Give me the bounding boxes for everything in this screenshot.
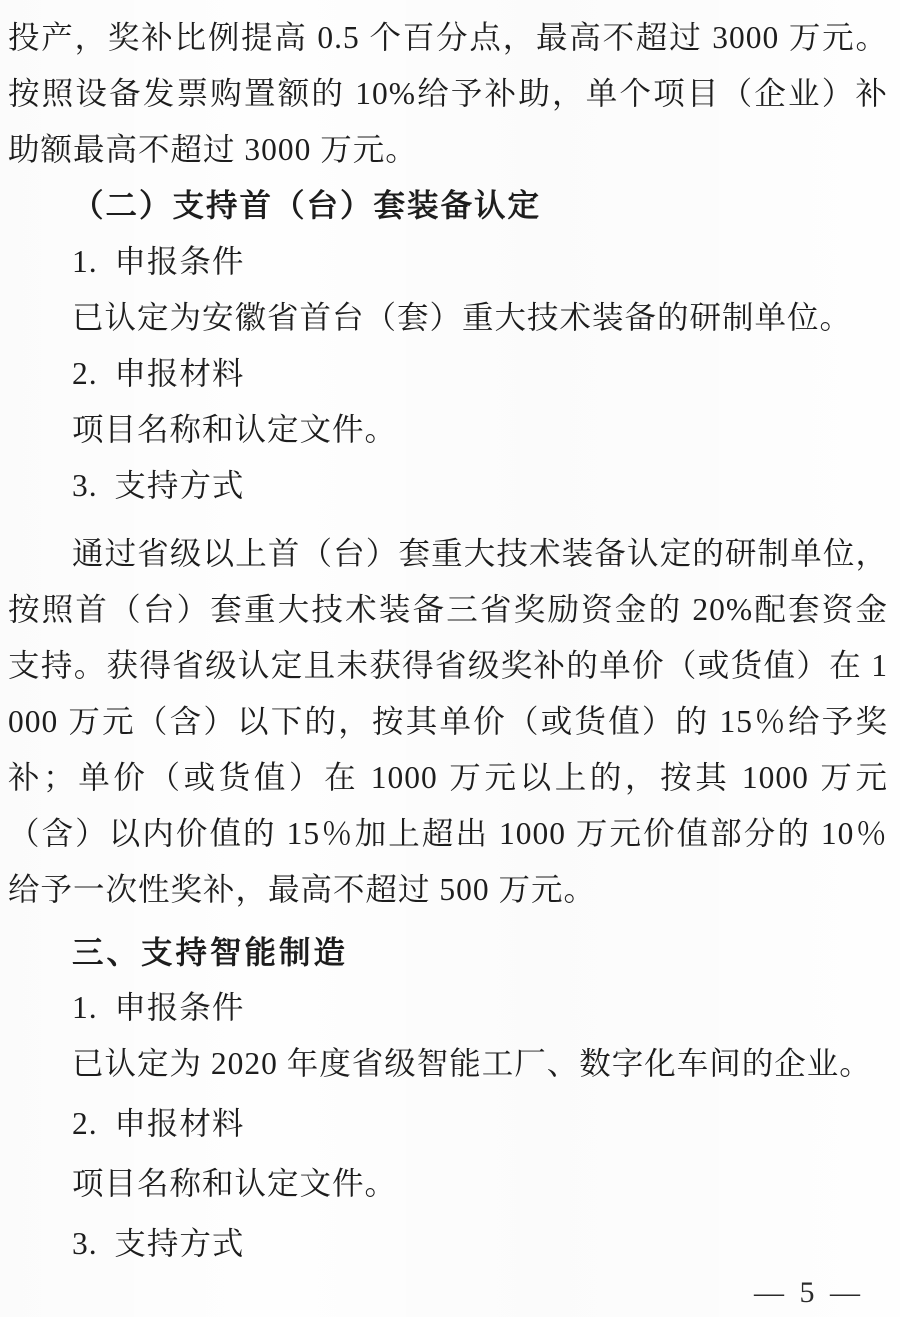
item-2-application-materials-smart: 2. 申报材料 (72, 1106, 245, 1141)
paragraph-subsidy-continued: 投产，奖补比例提高 0.5 个百分点，最高不超过 3000 万元。按照设备发票购置额的 10%给予补助，单个项目（企业）补助额最高不超过 3000 万元。 (8, 20, 888, 167)
heading-section-3-smart-manufacturing: 三、支持智能制造 (72, 934, 349, 970)
paragraph-materials-text-smart: 项目名称和认定文件。 (72, 1166, 398, 1201)
heading-section-2-first-set-equipment: （二）支持首（台）套装备认定 (72, 188, 542, 223)
item-2-application-materials: 2. 申报材料 (72, 356, 245, 391)
item-3-support-method-smart: 3. 支持方式 (72, 1226, 245, 1261)
item-3-support-method: 3. 支持方式 (72, 468, 245, 503)
paragraph-conditions-text: 已认定为安徽省首台（套）重大技术装备的研制单位。 (72, 300, 853, 335)
paragraph-materials-text: 项目名称和认定文件。 (72, 412, 398, 447)
page-number: — 5 — (754, 1276, 864, 1309)
paragraph-conditions-text-smart: 已认定为 2020 年度省级智能工厂、数字化车间的企业。 (72, 1046, 872, 1081)
document-body (8, 10, 888, 1272)
item-1-application-conditions-smart: 1. 申报条件 (72, 990, 245, 1025)
item-1-application-conditions: 1. 申报条件 (72, 244, 245, 279)
paragraph-support-method-text: 通过省级以上首（台）套重大技术装备认定的研制单位，按照首（台）套重大技术装备三省奖励资金的 20%配套资金支持。获得省级认定且未获得省级奖补的单价（或货值）在 1000 万元（含）以下的，按其单价（或货值）的 15％给予奖补；单价（或货值）在 1000 万元以上的，按其 1000 万元（含）以内价值的 15％加上超出 1000 万元价值部分的 10％给予一次性奖补，最高不超过 500 万元。 (8, 536, 888, 907)
